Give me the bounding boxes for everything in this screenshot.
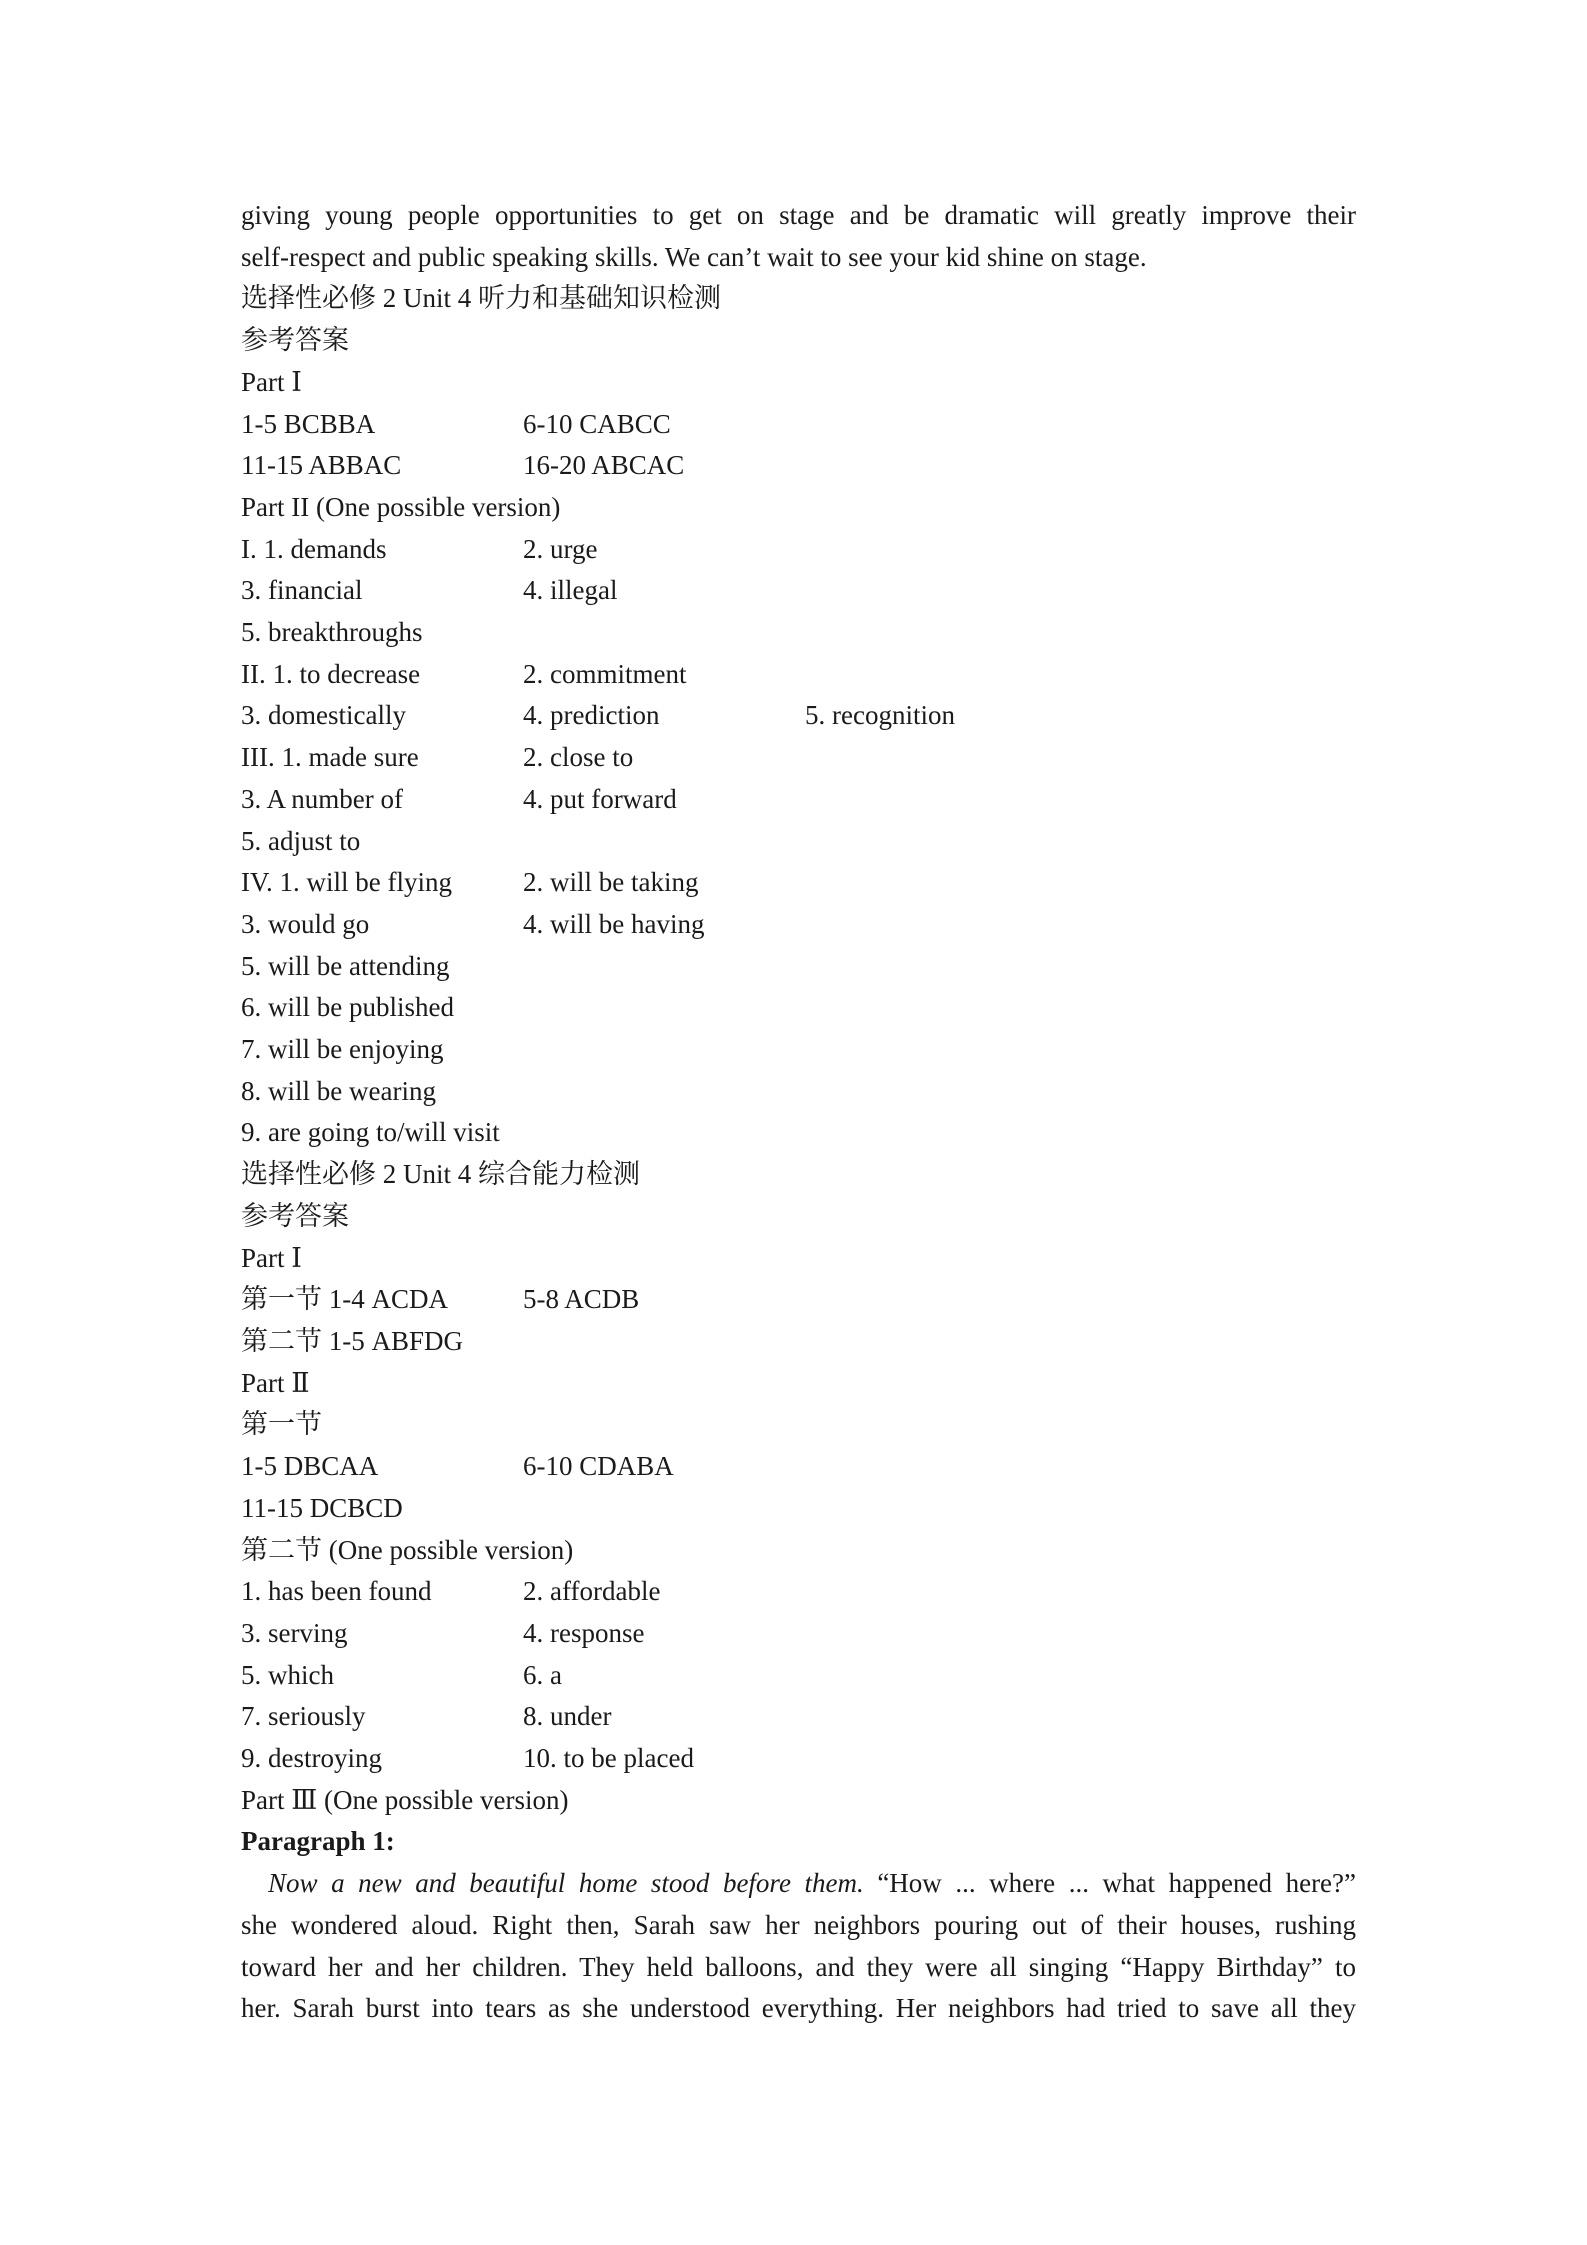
answer-cell: IV. 1. will be flying: [241, 867, 452, 898]
answer-row: [241, 1655, 1356, 1697]
answer-row: [241, 737, 1356, 779]
answer-cell: 5-8 ACDB: [523, 1284, 640, 1315]
answer-row: [241, 1696, 1356, 1738]
paragraph-line-4: her. Sarah burst into tears as she understood everything. Her neighbors had tried to save all they: [241, 1993, 1356, 2024]
section2-part1-label: Part Ⅰ: [241, 1242, 302, 1273]
answer-cell: 6. a: [523, 1659, 562, 1690]
answer-cell: 4. put forward: [523, 783, 677, 814]
answer-cell: 8. will be wearing: [241, 1075, 436, 1106]
answer-cell: 4. illegal: [523, 575, 618, 606]
answer-row: [241, 1279, 1356, 1321]
answer-row: [241, 1738, 1356, 1780]
answer-cell: 2. close to: [523, 742, 634, 773]
answer-row: [241, 1613, 1356, 1655]
section2-part2-label: Part Ⅱ: [241, 1367, 310, 1398]
answer-cell: 11-15 ABBAC: [241, 450, 402, 481]
section2-part3-label: Part Ⅲ (One possible version): [241, 1784, 569, 1815]
answer-cell: II. 1. to decrease: [241, 658, 421, 689]
paragraph-italic-lead: Now a new and beautiful home stood before them.: [268, 1868, 864, 1899]
answer-cell: 3. financial: [241, 575, 363, 606]
answer-row: [241, 946, 1356, 988]
answer-row: [241, 821, 1356, 863]
answer-row: [241, 987, 1356, 1029]
answer-row: [241, 695, 1356, 737]
answer-row: [241, 1488, 1356, 1530]
answer-cell: 4. response: [523, 1617, 645, 1648]
answer-cell: 6-10 CDABA: [523, 1451, 674, 1482]
answer-cell: 4. prediction: [523, 700, 660, 731]
answer-cell: 2. commitment: [523, 658, 687, 689]
answer-cell: 16-20 ABCAC: [523, 450, 685, 481]
answer-cell: 5. will be attending: [241, 950, 450, 981]
answer-cell: 5. adjust to: [241, 825, 361, 856]
section1-part2-label: Part II (One possible version): [241, 491, 561, 522]
answer-cell: I. 1. demands: [241, 533, 387, 564]
answer-cell: 6. will be published: [241, 992, 454, 1023]
answer-row: [241, 862, 1356, 904]
section2-title: 选择性必修 2 Unit 4 综合能力检测: [241, 1159, 641, 1190]
answer-cell: 1-5 DBCAA: [241, 1451, 379, 1482]
intro-line-2: self-respect and public speaking skills. We can’t wait to see your kid shine on stage.: [241, 241, 1147, 272]
answer-cell: 5. which: [241, 1659, 334, 1690]
paragraph-quote: “How ... where ... what happened here?”: [877, 1868, 1357, 1899]
answer-row: [241, 570, 1356, 612]
answer-cell: 4. will be having: [523, 908, 705, 939]
answer-cell: 8. under: [523, 1701, 612, 1732]
answer-row: [241, 1571, 1356, 1613]
answer-cell: 2. will be taking: [523, 867, 699, 898]
answer-cell: 3. domestically: [241, 700, 406, 731]
answer-row: [241, 404, 1356, 446]
answer-cell: 5. breakthroughs: [241, 617, 423, 648]
answer-row: [241, 904, 1356, 946]
paragraph-label: Paragraph 1:: [241, 1826, 395, 1857]
answer-cell: 2. urge: [523, 533, 598, 564]
answer-row: [241, 654, 1356, 696]
answer-cell: 11-15 DCBCD: [241, 1492, 403, 1523]
answer-cell: 7. will be enjoying: [241, 1034, 444, 1065]
section2-answers-label: 参考答案: [241, 1200, 349, 1231]
answer-row: [241, 445, 1356, 487]
section1-title: 选择性必修 2 Unit 4 听力和基础知识检测: [241, 283, 722, 314]
section1-part1-label: Part Ⅰ: [241, 366, 302, 397]
answer-row: [241, 779, 1356, 821]
answer-cell: III. 1. made sure: [241, 742, 419, 773]
answer-cell: 第一节 1-4 ACDA: [241, 1284, 448, 1315]
answer-row: [241, 1321, 1356, 1363]
answer-row: [241, 612, 1356, 654]
answer-row: [241, 529, 1356, 571]
answer-cell: 1-5 BCBBA: [241, 408, 376, 439]
answer-cell: 1. has been found: [241, 1576, 432, 1607]
paragraph-line-3: toward her and her children. They held balloons, and they were all singing “Happy Birthday” to: [241, 1951, 1356, 1982]
answer-cell: 10. to be placed: [523, 1743, 694, 1774]
answer-cell: 7. seriously: [241, 1701, 366, 1732]
answer-cell: 6-10 CABCC: [523, 408, 671, 439]
answer-cell: 2. affordable: [523, 1576, 661, 1607]
answer-cell: 3. serving: [241, 1617, 348, 1648]
intro-line-1: giving young people opportunities to get on stage and be dramatic will greatly improve their: [241, 200, 1356, 230]
paragraph-line-1: [241, 1863, 1356, 1905]
answer-cell: 3. A number of: [241, 783, 403, 814]
answer-cell: 3. would go: [241, 908, 370, 939]
paragraph-line-2: she wondered aloud. Right then, Sarah saw her neighbors pouring out of their houses, rushing: [241, 1909, 1356, 1940]
answer-row: [241, 1071, 1356, 1113]
answer-row: [241, 1112, 1356, 1154]
answer-cell: 5. recognition: [805, 700, 955, 731]
section1-answers-label: 参考答案: [241, 325, 349, 356]
section2-jie1-label: 第一节: [241, 1409, 322, 1440]
answer-cell: 9. destroying: [241, 1743, 382, 1774]
section2-jie2-label: 第二节 (One possible version): [241, 1534, 574, 1565]
answer-row: [241, 1446, 1356, 1488]
answer-cell: 9. are going to/will visit: [241, 1117, 500, 1148]
answer-row: [241, 1029, 1356, 1071]
answer-cell: 第二节 1-5 ABFDG: [241, 1325, 464, 1356]
document-content: [241, 195, 1356, 2030]
